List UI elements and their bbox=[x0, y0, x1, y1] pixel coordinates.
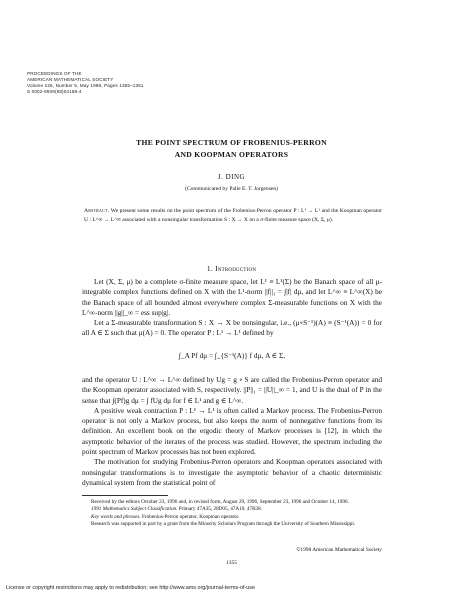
copyright-notice: ©1998 American Mathematical Society bbox=[296, 547, 382, 553]
journal-header-line: AMERICAN MATHEMATICAL SOCIETY bbox=[27, 77, 114, 82]
body-text-upper bbox=[82, 277, 382, 339]
footnotes bbox=[82, 499, 382, 529]
footnote-received: Received by the editors October 23, 1996 and, in revised form, August 29, 1996, September 23, 1996 and October 14, 1996. bbox=[91, 499, 349, 505]
paragraph-4: A positive weak contraction P : L¹ → L¹ is often called a Markov process. The Frobenius-Perron operator is not only a Markov process, but also keeps the norm of nonnegative functions from its definition. An excellent book on the ergodic theory of Markov processes is [12], in which the asymptotic behavior of the iterates of the process was studied. However, the spectrum including the point spectrum of Markov processes has not been explored. bbox=[82, 405, 382, 457]
paper-title-line-1: THE POINT SPECTRUM OF FROBENIUS-PERRON bbox=[136, 138, 327, 147]
paragraph-3: and the operator U : L^∞ → L^∞ defined by Ug = g ∘ S are called the Frobenius-Perron operator and the Koopman operator associated with S, respectively. ||P||₁ = ||U||_∞ = 1, and U is the dual of P in the sense that ∫(Pf)g dμ = ∫ fUg dμ for f ∈ L¹ and g ∈ L^∞. bbox=[82, 375, 382, 405]
paragraph-5: The motivation for studying Frobenius-Perron operators and Koopman operators associated with nonsingular transformations is to investigate the asymptotic behavior of a chaotic deterministic dynamical system from the statistical point of bbox=[82, 457, 382, 487]
communicated-by: (Communicated by Palle E. T. Jorgensen) bbox=[184, 186, 279, 192]
license-notice: License or copyright restrictions may apply to redistribution; see http://www.ams.org/journal-terms-of-use bbox=[6, 585, 255, 591]
section-number: 1. bbox=[206, 264, 213, 273]
journal-header-line: S 0002-9939(98)04188-4 bbox=[27, 89, 82, 94]
footnote-msc bbox=[82, 506, 382, 513]
page-number: 1355 bbox=[225, 560, 238, 566]
paragraph-2: Let a Σ-measurable transformation S : X → X be nonsingular, i.e., (μ∘S⁻¹)(A) ≡ (S⁻¹(A)) = 0 for all A ∈ Σ such that μ(A) = 0. The operator P : L¹ → L¹ defined by bbox=[82, 318, 382, 338]
paragraph-1: Let (X, Σ, μ) be a complete σ-finite measure space, let L¹ ≡ L¹(Σ) be the Banach space of all μ-integrable complex functions defined on X with the L¹-norm ||f||₁ = ∫|f| dμ, and let L^∞ ≡ L^∞(X) be the Banach space of all bounded almost everywhere complex Σ-measurable functions on X with the L^∞-norm ||g||_∞ = ess sup|g|. bbox=[82, 277, 382, 317]
journal-header bbox=[27, 71, 144, 95]
section-heading bbox=[0, 264, 463, 273]
footnote-support: Research was supported in part by a grant from the Minority Scholars Program through the University of Southern Mississippi. bbox=[91, 521, 356, 528]
display-equation: ∫_A Pf dμ = ∫_{S⁻¹(A)} f dμ, A ∈ Σ, bbox=[178, 351, 286, 360]
footnote-keywords-text: Frobenius-Perron operator, Koopman operator. bbox=[141, 513, 240, 520]
abstract-text: We present some results on the point spectrum of the Frobenius-Perron operator P : L¹ → L¹ and the Koopman operator U : L^∞ → L^∞ associated with a nonsingular transformation S : X → X on a σ-finite measure space (X, Σ, μ). bbox=[84, 208, 382, 223]
paper-title-line-2: AND KOOPMAN OPERATORS bbox=[174, 150, 289, 159]
body-text-lower bbox=[82, 375, 382, 488]
footnote-rule bbox=[82, 495, 168, 496]
footnote-keywords-label: Key words and phrases. bbox=[91, 513, 141, 520]
footnote-msc-text: Primary 47A35, 28D05, 47A10, 47B38. bbox=[178, 506, 263, 513]
footnote-msc-label: 1991 Mathematics Subject Classification. bbox=[91, 506, 178, 513]
abstract bbox=[84, 207, 382, 224]
section-title: Introduction bbox=[215, 264, 257, 273]
journal-header-line: Volume 126, Number 5, May 1998, Pages 1355–1361 bbox=[27, 83, 144, 88]
journal-header-line: PROCEEDINGS OF THE bbox=[27, 71, 82, 76]
author-name: J. DING bbox=[217, 173, 246, 181]
abstract-label: Abstract. bbox=[84, 208, 110, 214]
